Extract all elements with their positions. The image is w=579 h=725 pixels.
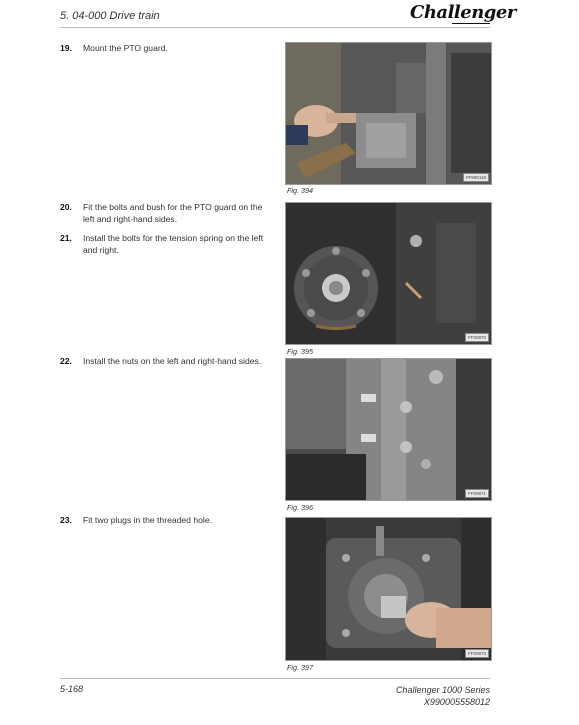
- step-text: Mount the PTO guard.: [83, 43, 168, 53]
- document-number: X990005558012: [423, 697, 490, 707]
- step-text: Install the nuts on the left and right-hand sides.: [83, 356, 262, 366]
- step-20: [60, 201, 270, 225]
- step-number: 20.: [60, 202, 72, 212]
- header-divider: [60, 27, 490, 28]
- figure-397-photo: [285, 517, 492, 661]
- step-text: Install the bolts for the tension spring on the left and right.: [83, 233, 264, 255]
- pto-guard-illustration: [286, 43, 491, 184]
- figure-395-photo: [285, 202, 492, 345]
- photo-code: FF990118: [463, 173, 489, 182]
- figure-caption: Fig. 396: [287, 503, 313, 512]
- step-text: Fit two plugs in the threaded hole.: [83, 515, 212, 525]
- brand-logo: Challenger: [410, 2, 516, 23]
- step-19: [60, 42, 270, 54]
- step-text: Fit the bolts and bush for the PTO guard on the left and right-hand sides.: [83, 202, 263, 224]
- series-name: Challenger 1000 Series: [395, 685, 490, 695]
- photo-code: FF00871: [465, 489, 489, 498]
- figure-394-photo: [285, 42, 492, 185]
- step-number: 23.: [60, 515, 72, 525]
- figure-caption: Fig. 394: [287, 186, 313, 195]
- step-number: 22.: [60, 356, 72, 366]
- step-21: [60, 232, 270, 256]
- figure-396-photo: [285, 358, 492, 501]
- step-22: [60, 355, 270, 367]
- figure-caption: Fig. 395: [287, 347, 313, 356]
- page-number: 5-168: [60, 684, 84, 694]
- step-23: [60, 514, 270, 526]
- pto-housing-illustration: [286, 203, 491, 344]
- plug-fitting-illustration: [286, 518, 491, 660]
- step-number: 21.: [60, 233, 72, 243]
- photo-code: FF00873: [465, 649, 489, 658]
- footer-series-info: [396, 684, 490, 708]
- step-number: 19.: [60, 43, 72, 53]
- section-title: 5. 04-000 Drive train: [60, 10, 160, 22]
- frame-nuts-illustration: [286, 359, 491, 500]
- logo-underline: [452, 23, 490, 24]
- footer-divider: [60, 678, 490, 679]
- figure-caption: Fig. 397: [287, 663, 313, 672]
- photo-code: FF00870: [465, 333, 489, 342]
